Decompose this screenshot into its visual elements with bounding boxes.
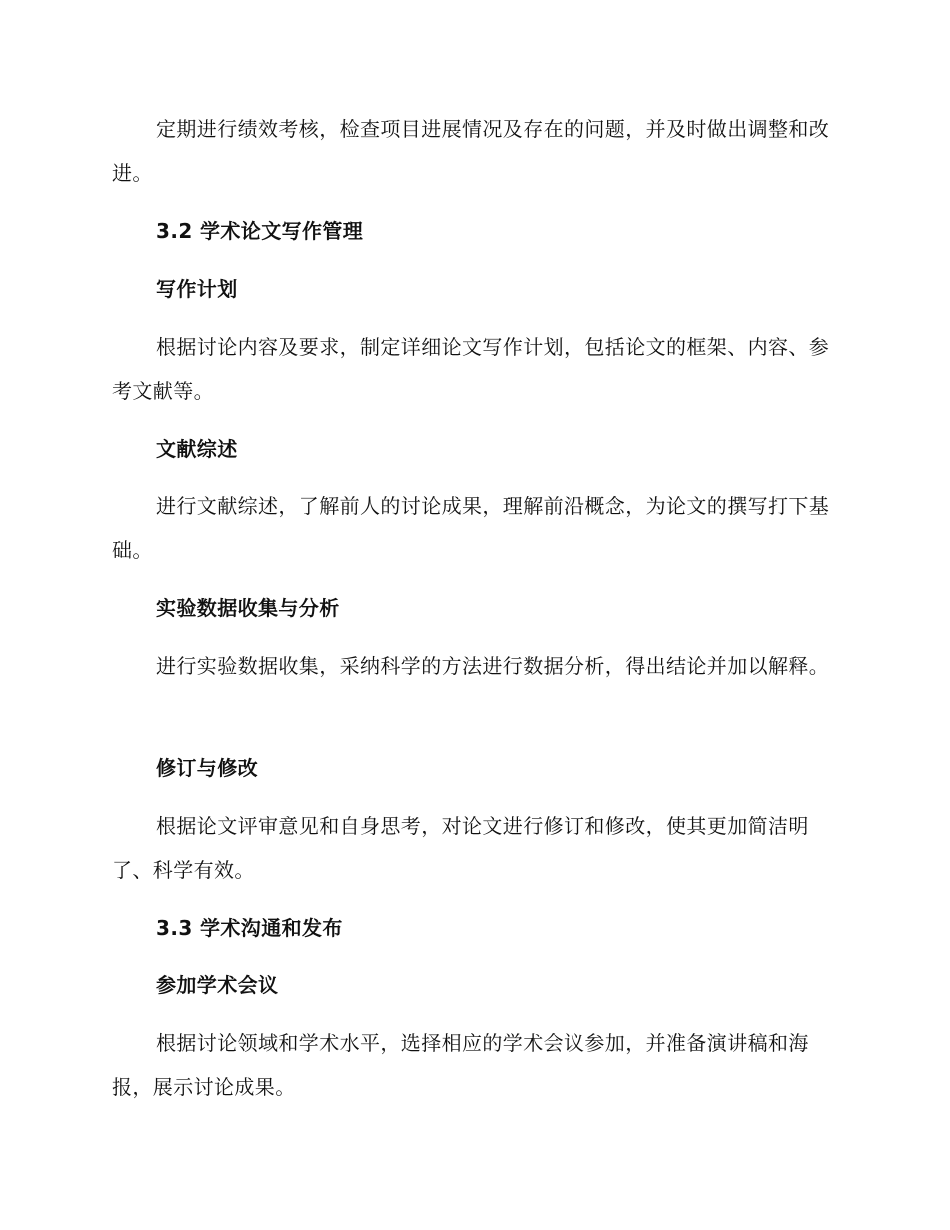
paragraph-data-collection: 进行实验数据收集，采纳科学的方法进行数据分析，得出结论并加以解释。 [156, 654, 830, 678]
paragraph-revision: 根据论文评审意见和自身思考，对论文进行修订和修改，使其更加简洁明了、科学有效。 [112, 814, 809, 882]
section-heading-3-2: 3.2 学术论文写作管理 [156, 219, 364, 243]
paragraph-literature-review: 进行文献综述，了解前人的讨论成果，理解前沿概念，为论文的撰写打下基础。 [112, 494, 830, 562]
subheading-revision: 修订与修改 [156, 756, 258, 780]
subheading-literature-review: 文献综述 [156, 437, 238, 461]
subheading-data-collection: 实验数据收集与分析 [156, 596, 340, 620]
subheading-academic-conference: 参加学术会议 [156, 973, 279, 997]
paragraph-performance-review: 定期进行绩效考核，检查项目进展情况及存在的问题，并及时做出调整和改进。 [112, 117, 830, 185]
paragraph-academic-conference: 根据讨论领域和学术水平，选择相应的学术会议参加，并准备演讲稿和海报，展示讨论成果。 [112, 1031, 809, 1099]
section-heading-3-3: 3.3 学术沟通和发布 [156, 916, 343, 940]
paragraph-writing-plan: 根据讨论内容及要求，制定详细论文写作计划，包括论文的框架、内容、参考文献等。 [112, 335, 830, 403]
subheading-writing-plan: 写作计划 [156, 277, 238, 301]
